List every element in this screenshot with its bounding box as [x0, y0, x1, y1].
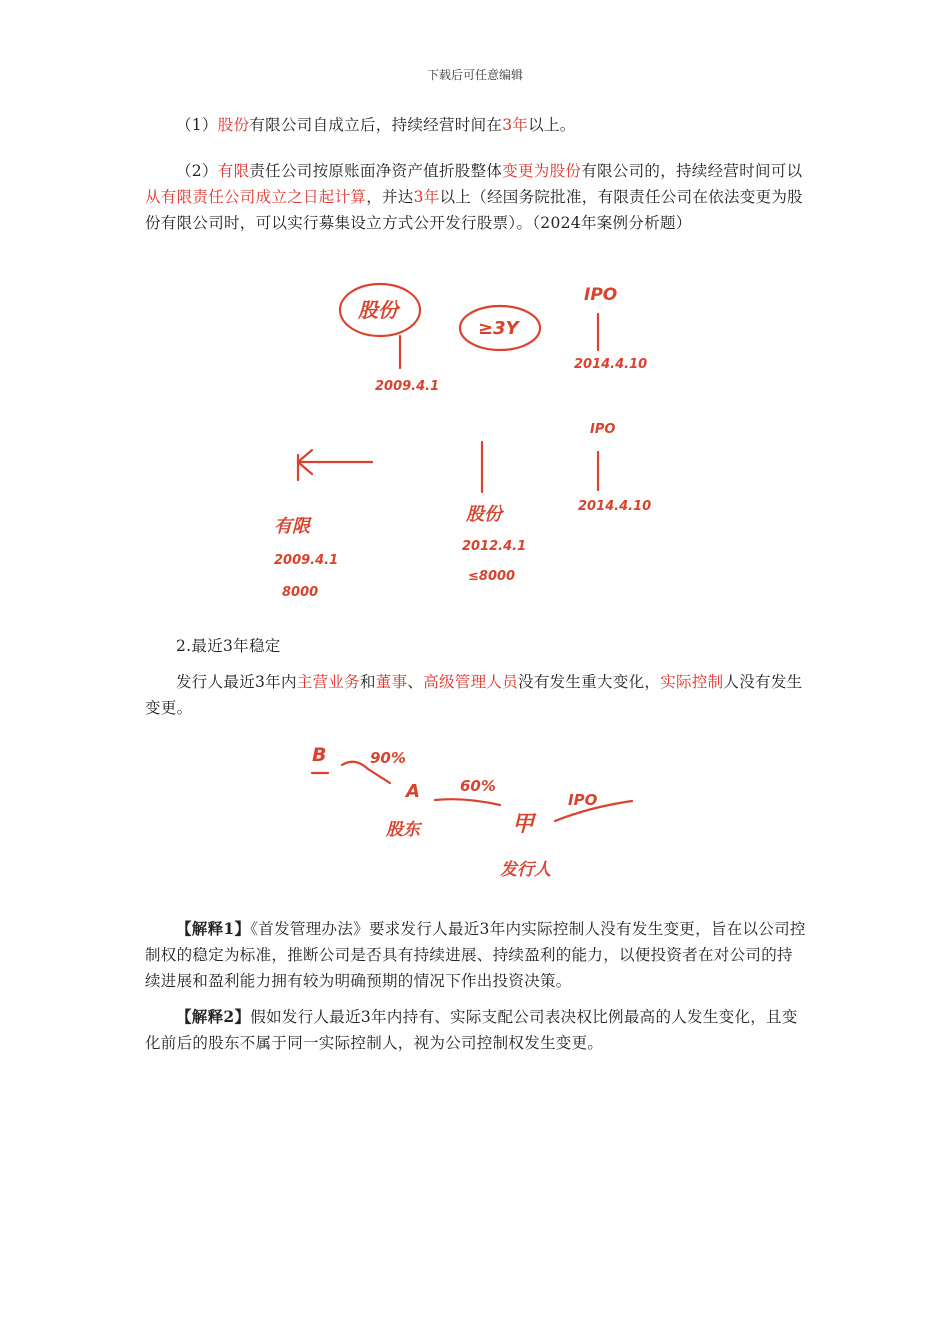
p2-text-2: 有限公司的，持续经营时间可以: [581, 162, 803, 180]
p1-highlight-years: 3年: [502, 116, 529, 134]
page-header: 下载后可任意编辑: [426, 68, 523, 82]
p3-highlight-business: 主营业务: [296, 673, 360, 691]
date-right-mid: 2014.4.10: [578, 499, 652, 514]
explanation-1: [145, 916, 807, 994]
p2-text: 责任公司按原账面净资产值折股整体: [249, 162, 503, 180]
p2-highlight-calc: 从有限责任公司成立之日起计算: [145, 188, 367, 206]
p1-text: 有限公司自成立后，持续经营时间在: [249, 116, 503, 134]
date-right-top: 2014.4.10: [574, 357, 648, 372]
p2-text-3: ，并达: [366, 188, 414, 206]
explanation-1-label: 【解释1】: [176, 919, 251, 938]
ownership-sketch: [300, 735, 640, 885]
a-percent: 60%: [460, 777, 496, 795]
p2-text-end: 以上（经国务院批准，有限责任公司在依法变更为股份有限公司时，可以实行募集设立方式公开发行股票）。（2024年案例分析题）: [145, 188, 803, 232]
circle-label-years: ≥3Y: [478, 318, 519, 339]
timeline-sketch: [260, 270, 690, 610]
ipo-mid: IPO: [590, 422, 616, 437]
b-percent: 90%: [370, 749, 406, 767]
p2-highlight-limited: 有限: [217, 162, 250, 180]
p1-number: （1）: [176, 116, 218, 134]
p1-text-end: 以上。: [528, 116, 576, 134]
p2-highlight-years: 3年: [413, 188, 440, 206]
b-label: B: [312, 744, 327, 766]
p3-text-and: 和: [359, 673, 376, 691]
shares-label: 股份: [466, 504, 502, 525]
a-label: A: [406, 781, 420, 802]
date-shares: 2012.4.1: [462, 539, 527, 554]
explanation-2-label: 【解释2】: [176, 1007, 251, 1026]
p1-highlight-shares: 股份: [217, 116, 250, 134]
paragraph-1: [145, 112, 807, 138]
p3-text-2: 没有发生重大变化，: [518, 673, 661, 691]
amount-limited: 8000: [282, 585, 319, 600]
explanation-1-text: 《首发管理办法》要求发行人最近3年内实际控制人没有发生变更，旨在以公司控制权的稳定为标准，推断公司是否具有持续进展、持续盈利的能力，以便投资者在对公司的持续进展和盈利能力拥有较为明确预期的情况下作出投资决策。: [145, 920, 806, 990]
p3-text-comma: 、: [407, 673, 424, 691]
jia-label: 甲: [512, 812, 535, 837]
p3-highlight-managers: 高级管理人员: [423, 673, 519, 691]
shareholder-label: 股东: [386, 820, 420, 840]
date-limited: 2009.4.1: [274, 553, 339, 568]
circle-label-shares: 股份: [358, 298, 398, 322]
p3-text: 发行人最近3年内: [176, 673, 297, 691]
date-left-top: 2009.4.1: [375, 379, 440, 394]
p3-highlight-directors: 董事: [375, 673, 408, 691]
p3-highlight-control: 实际控制: [660, 673, 724, 691]
a-to-jia-line: [435, 799, 500, 805]
ipo-label: IPO: [568, 791, 598, 809]
paragraph-3: [145, 669, 807, 721]
p3-text-end: 人没有发生变更。: [145, 673, 803, 717]
limited-label: 有限: [274, 516, 310, 537]
issuer-label: 发行人: [500, 860, 551, 880]
section-2-title: 2.最近3年稳定: [176, 637, 281, 655]
explanation-2: [145, 1004, 807, 1056]
p2-highlight-convert: 变更为股份: [502, 162, 582, 180]
p2-number: （2）: [176, 162, 218, 180]
amount-shares: ≤8000: [468, 569, 516, 584]
explanation-2-text: 假如发行人最近3年内持有、实际支配公司表决权比例最高的人发生变化，且变化前后的股东不属于同一实际控制人，视为公司控制权发生变更。: [145, 1008, 798, 1052]
ipo-top: IPO: [584, 285, 618, 305]
arrow-left: [298, 450, 372, 474]
paragraph-2: [145, 158, 807, 236]
